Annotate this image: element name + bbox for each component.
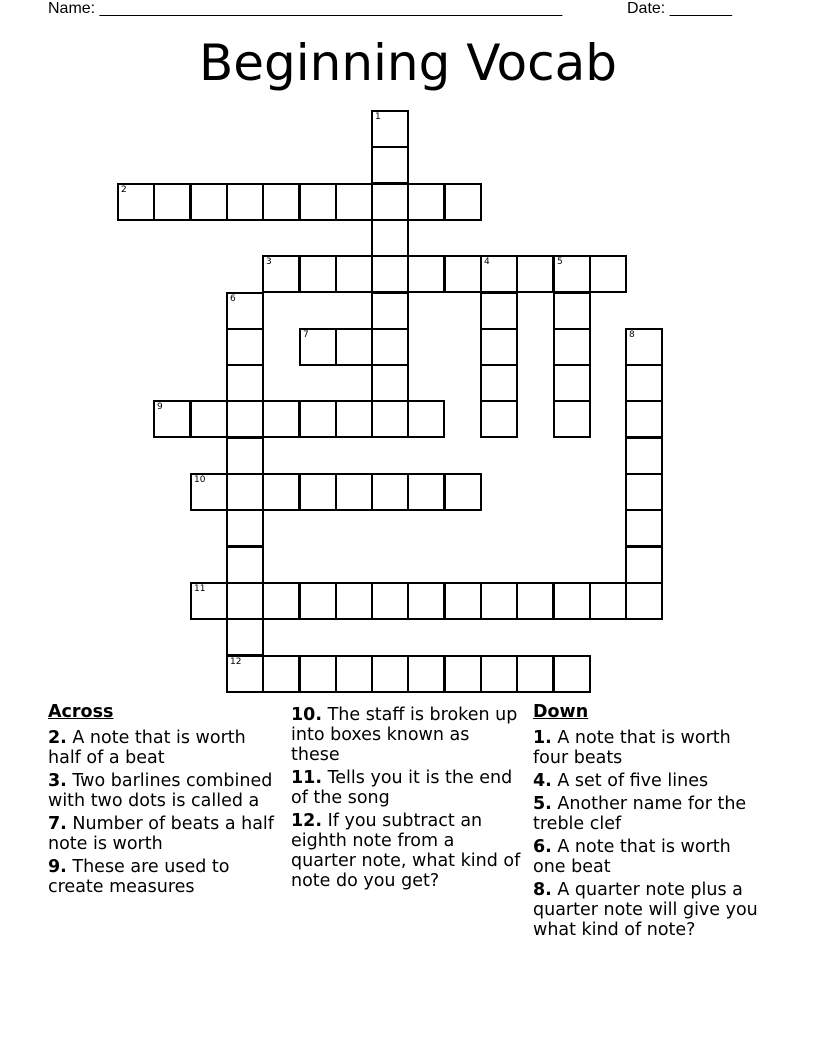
clue-across-7: 7. Number of beats a half note is worth (48, 814, 274, 854)
grid-cell[interactable] (444, 655, 482, 693)
grid-cell[interactable] (516, 255, 554, 293)
grid-cell[interactable] (226, 328, 264, 366)
clue-number-label: 7 (303, 330, 309, 340)
clue-number-label: 2 (121, 185, 127, 195)
grid-cell[interactable] (299, 473, 337, 511)
grid-cell[interactable] (371, 364, 409, 402)
grid-cell[interactable] (262, 400, 300, 438)
clue-across-11: 11. Tells you it is the end of the song (291, 768, 513, 808)
grid-cell[interactable] (226, 183, 264, 221)
clue-number-label: 3 (266, 257, 272, 267)
grid-cell[interactable] (407, 400, 445, 438)
grid-cell[interactable] (226, 509, 264, 547)
grid-cell[interactable] (444, 473, 482, 511)
across-heading: Across (48, 702, 114, 722)
grid-cell[interactable] (335, 473, 373, 511)
grid-cell[interactable] (371, 183, 409, 221)
clue-number-label: 4 (484, 257, 490, 267)
grid-cell[interactable] (407, 473, 445, 511)
grid-cell[interactable] (589, 582, 627, 620)
grid-cell[interactable] (226, 582, 264, 620)
grid-cell[interactable] (553, 328, 591, 366)
grid-cell[interactable] (226, 655, 264, 693)
clue-number-label: 11 (194, 584, 206, 594)
clue-number-label: 9 (157, 402, 163, 412)
grid-cell[interactable] (262, 183, 300, 221)
grid-cell[interactable] (335, 183, 373, 221)
clue-across-2: 2. A note that is worth half of a beat (48, 728, 246, 768)
grid-cell[interactable] (444, 183, 482, 221)
grid-cell[interactable] (371, 582, 409, 620)
grid-cell[interactable] (407, 183, 445, 221)
grid-cell[interactable] (262, 655, 300, 693)
grid-cell[interactable] (371, 255, 409, 293)
clue-number-label: 1 (375, 112, 381, 122)
grid-cell[interactable] (371, 400, 409, 438)
clue-across-3: 3. Two barlines combined with two dots is called a (48, 771, 273, 811)
grid-cell[interactable] (371, 219, 409, 257)
grid-cell[interactable] (299, 655, 337, 693)
clue-across-12: 12. If you subtract an eighth note from a quarter note, what kind of note do you get? (291, 811, 521, 891)
grid-cell[interactable] (371, 655, 409, 693)
grid-cell[interactable] (480, 292, 518, 330)
grid-cell[interactable] (371, 473, 409, 511)
grid-cell[interactable] (190, 400, 228, 438)
grid-cell[interactable] (625, 582, 663, 620)
grid-cell[interactable] (190, 183, 228, 221)
grid-cell[interactable] (262, 473, 300, 511)
grid-cell[interactable] (516, 655, 554, 693)
clue-number-label: 10 (194, 475, 206, 485)
grid-cell[interactable] (625, 364, 663, 402)
clue-number-label: 6 (230, 294, 236, 304)
grid-cell[interactable] (335, 400, 373, 438)
across-column-1 (48, 702, 280, 900)
grid-cell[interactable] (444, 255, 482, 293)
grid-cell[interactable] (262, 255, 300, 293)
clue-across-10: 10. The staff is broken up into boxes known as these (291, 705, 518, 765)
grid-cell[interactable] (553, 655, 591, 693)
clue-down-5: 5. Another name for the treble clef (533, 794, 747, 834)
down-heading: Down (533, 702, 589, 722)
grid-cell[interactable] (153, 183, 191, 221)
grid-cell[interactable] (226, 473, 264, 511)
clue-down-4: 4. A set of five lines (533, 771, 709, 791)
grid-cell[interactable] (299, 400, 337, 438)
grid-cell[interactable] (153, 400, 191, 438)
name-line: Name: ____________________________________________________ (48, 0, 563, 17)
grid-cell[interactable] (480, 400, 518, 438)
grid-cell[interactable] (299, 255, 337, 293)
grid-cell[interactable] (226, 618, 264, 656)
grid-cell[interactable] (190, 582, 228, 620)
grid-cell[interactable] (480, 255, 518, 293)
clue-across-9: 9. These are used to create measures (48, 857, 230, 897)
clue-number-label: 5 (557, 257, 563, 267)
grid-cell[interactable] (407, 582, 445, 620)
grid-cell[interactable] (117, 183, 155, 221)
grid-cell[interactable] (407, 655, 445, 693)
grid-cell[interactable] (625, 437, 663, 475)
grid-cell[interactable] (371, 146, 409, 184)
grid-cell[interactable] (371, 292, 409, 330)
grid-cell[interactable] (299, 183, 337, 221)
grid-cell[interactable] (553, 255, 591, 293)
puzzle-title: Beginning Vocab (198, 34, 618, 92)
clue-down-8: 8. A quarter note plus a quarter note will give you what kind of note? (533, 880, 758, 940)
grid-cell[interactable] (371, 328, 409, 366)
grid-cell[interactable] (226, 400, 264, 438)
grid-cell[interactable] (625, 473, 663, 511)
grid-cell[interactable] (335, 255, 373, 293)
grid-cell[interactable] (226, 292, 264, 330)
grid-cell[interactable] (553, 400, 591, 438)
grid-cell[interactable] (444, 582, 482, 620)
date-line: Date: _______ (627, 0, 732, 17)
grid-cell[interactable] (335, 655, 373, 693)
clue-number-label: 12 (230, 657, 242, 667)
grid-cell[interactable] (553, 582, 591, 620)
grid-cell[interactable] (553, 292, 591, 330)
grid-cell[interactable] (553, 364, 591, 402)
across-column-2 (291, 705, 521, 894)
grid-cell[interactable] (299, 582, 337, 620)
grid-cell[interactable] (407, 255, 445, 293)
grid-cell[interactable] (625, 400, 663, 438)
grid-cell[interactable] (480, 328, 518, 366)
grid-cell[interactable] (335, 328, 373, 366)
down-column (533, 702, 765, 943)
grid-cell[interactable] (480, 364, 518, 402)
grid-cell[interactable] (226, 364, 264, 402)
grid-cell[interactable] (226, 437, 264, 475)
grid-cell[interactable] (371, 110, 409, 148)
grid-cell[interactable] (190, 473, 228, 511)
grid-cell[interactable] (516, 582, 554, 620)
grid-cell[interactable] (625, 509, 663, 547)
grid-cell[interactable] (625, 328, 663, 366)
grid-cell[interactable] (480, 655, 518, 693)
clue-down-6: 6. A note that is worth one beat (533, 837, 731, 877)
grid-cell[interactable] (262, 582, 300, 620)
grid-cell[interactable] (589, 255, 627, 293)
clue-number-label: 8 (629, 330, 635, 340)
grid-cell[interactable] (299, 328, 337, 366)
clue-down-1: 1. A note that is worth four beats (533, 728, 731, 768)
grid-cell[interactable] (335, 582, 373, 620)
grid-cell[interactable] (226, 546, 264, 584)
grid-cell[interactable] (480, 582, 518, 620)
grid-cell[interactable] (625, 546, 663, 584)
